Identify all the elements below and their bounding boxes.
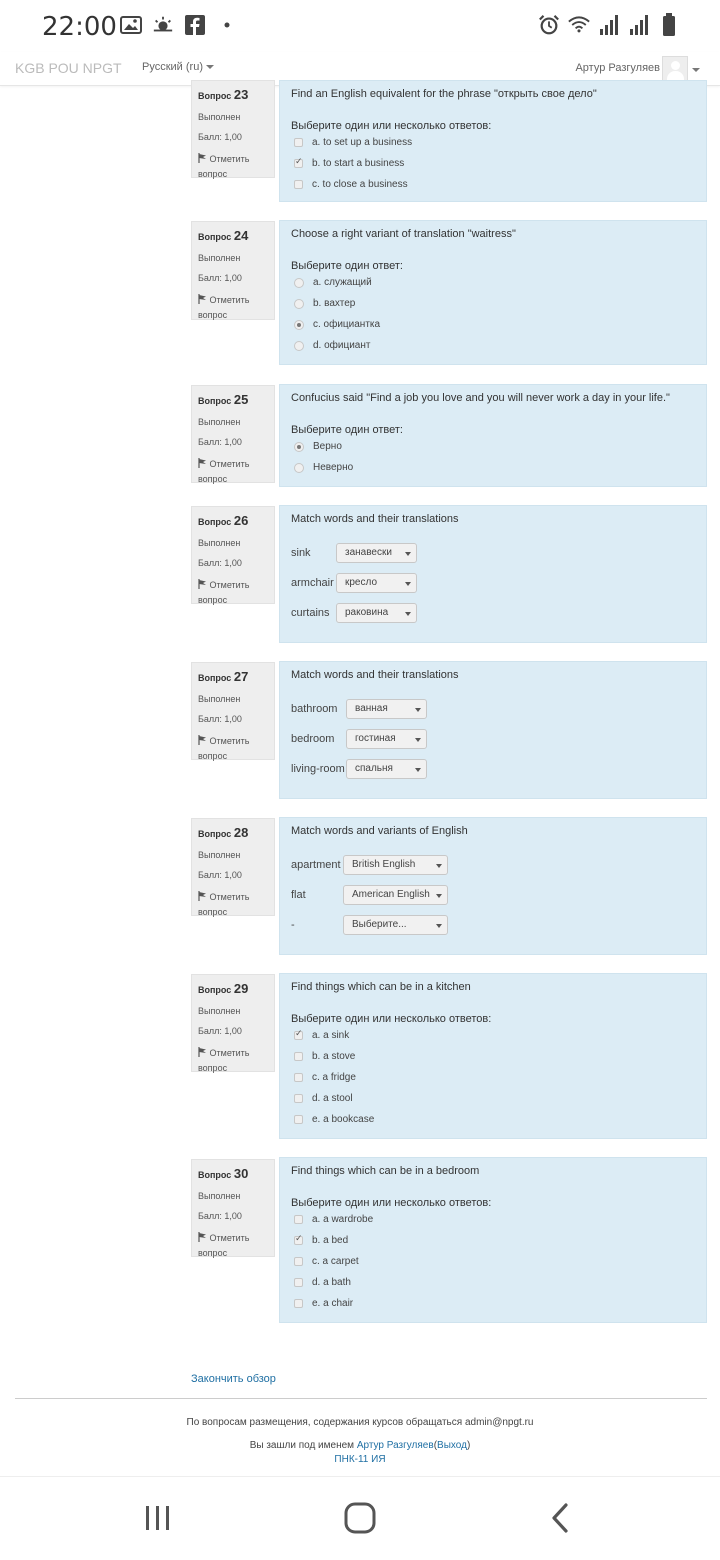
- checkbox[interactable]: [294, 1236, 303, 1245]
- answer-label: b. a stove: [312, 1051, 356, 1062]
- answer-option[interactable]: [291, 1272, 695, 1293]
- flag-icon: [198, 735, 207, 749]
- chevron-down-icon: [206, 65, 214, 69]
- flag-label: Отметить: [209, 736, 250, 746]
- question-content: [279, 661, 707, 799]
- answer-option[interactable]: [291, 1067, 695, 1088]
- checkbox[interactable]: [294, 180, 303, 189]
- logout-link[interactable]: Выход: [437, 1440, 467, 1451]
- radio-button[interactable]: [294, 442, 304, 452]
- match-select[interactable]: [336, 603, 417, 623]
- answer-label: b. вахтер: [313, 298, 356, 309]
- question-grade: Балл: 1,00: [198, 132, 242, 142]
- question-number-label: Вопрос: [198, 673, 232, 683]
- wifi-icon: [568, 14, 590, 36]
- answer-option[interactable]: [291, 436, 695, 457]
- answer-label: c. to close a business: [312, 179, 408, 190]
- checkbox[interactable]: [294, 1278, 303, 1287]
- flag-label: Отметить: [209, 1048, 250, 1058]
- match-select[interactable]: [343, 885, 448, 905]
- weather-icon: [152, 14, 174, 36]
- flag-label: Отметить: [209, 154, 250, 164]
- answer-label: c. a fridge: [312, 1072, 356, 1083]
- alarm-icon: [538, 14, 560, 36]
- checkbox[interactable]: [294, 1031, 303, 1040]
- question-grade: Балл: 1,00: [198, 273, 242, 283]
- radio-button[interactable]: [294, 320, 304, 330]
- question-number-label: Вопрос: [198, 396, 232, 406]
- question-info: [191, 506, 275, 604]
- question-prompt: Выберите один ответ:: [291, 424, 403, 436]
- question-number: 24: [233, 228, 249, 243]
- question-content: [279, 80, 707, 202]
- answer-option[interactable]: [291, 1109, 695, 1130]
- question-info: [191, 80, 275, 178]
- match-select[interactable]: [336, 543, 417, 563]
- answer-option[interactable]: [291, 132, 695, 153]
- select-value: спальня: [355, 763, 393, 774]
- recents-icon[interactable]: [143, 1503, 173, 1538]
- question-number: 25: [233, 392, 249, 407]
- chevron-down-icon: [436, 894, 442, 898]
- answer-option[interactable]: [291, 1251, 695, 1272]
- match-term: bathroom: [291, 703, 338, 715]
- status-time: 22:00: [42, 12, 117, 42]
- match-row: [291, 724, 695, 754]
- select-value: гостиная: [355, 733, 396, 744]
- question-text: Find an English equivalent for the phrase "открыть свое дело": [291, 88, 597, 100]
- checkbox[interactable]: [294, 159, 303, 168]
- question-info: [191, 1159, 275, 1257]
- question-number: 23: [233, 87, 249, 102]
- select-value: раковина: [345, 607, 389, 618]
- footer-divider: [15, 1398, 707, 1399]
- match-row: [291, 694, 695, 724]
- question-number-label: Вопрос: [198, 1170, 232, 1180]
- chevron-down-icon: [436, 864, 442, 868]
- question-number: 27: [233, 669, 249, 684]
- checkbox[interactable]: [294, 1215, 303, 1224]
- flag-label-2: вопрос: [198, 594, 228, 605]
- flag-question-link[interactable]: [198, 152, 268, 181]
- answer-option[interactable]: [291, 153, 695, 174]
- question-grade: Балл: 1,00: [198, 1211, 242, 1221]
- checkbox[interactable]: [294, 1299, 303, 1308]
- flag-label: Отметить: [209, 459, 250, 469]
- site-brand[interactable]: KGB POU NPGT: [15, 60, 122, 76]
- chevron-down-icon: [405, 552, 411, 556]
- question-number-label: Вопрос: [198, 517, 232, 527]
- answer-label: b. a bed: [312, 1235, 349, 1246]
- match-term: bedroom: [291, 733, 335, 745]
- dot-icon: [216, 14, 238, 36]
- flag-question-link[interactable]: [198, 578, 268, 607]
- radio-button[interactable]: [294, 463, 304, 473]
- question-grade: Балл: 1,00: [198, 870, 242, 880]
- select-value: ванная: [355, 703, 388, 714]
- question-content: [279, 505, 707, 643]
- match-row: [291, 568, 695, 598]
- question-text: Find things which can be in a bedroom: [291, 1165, 480, 1177]
- question-content: [279, 817, 707, 955]
- checkbox[interactable]: [294, 1257, 303, 1266]
- answer-option[interactable]: [291, 174, 695, 195]
- match-term: curtains: [291, 607, 330, 619]
- answer-label: c. a carpet: [312, 1256, 359, 1267]
- flag-label: Отметить: [209, 892, 250, 902]
- flag-label-2: вопрос: [198, 750, 228, 761]
- question-text: Match words and variants of English: [291, 825, 468, 837]
- flag-icon: [198, 153, 207, 167]
- course-link[interactable]: ПНК-11 ИЯ: [334, 1454, 386, 1465]
- avatar[interactable]: [662, 56, 688, 82]
- question-text: Match words and their translations: [291, 513, 459, 525]
- question-state: Выполнен: [198, 538, 241, 548]
- answer-label: b. to start a business: [312, 158, 405, 169]
- question-grade: Балл: 1,00: [198, 558, 242, 568]
- question-state: Выполнен: [198, 694, 241, 704]
- match-select[interactable]: [343, 855, 448, 875]
- question-info: [191, 385, 275, 483]
- question-text: Match words and their translations: [291, 669, 459, 681]
- question-prompt: Выберите один ответ:: [291, 260, 403, 272]
- answer-label: d. a bath: [312, 1277, 351, 1288]
- answer-option[interactable]: [291, 1025, 695, 1046]
- answer-label: a. служащий: [313, 277, 372, 288]
- question-number-label: Вопрос: [198, 985, 232, 995]
- flag-question-link[interactable]: [198, 457, 268, 486]
- question-info: [191, 221, 275, 320]
- footer-login-info: [0, 1440, 720, 1451]
- select-value: British English: [352, 859, 416, 870]
- back-icon[interactable]: [548, 1501, 574, 1540]
- answer-label: d. a stool: [312, 1093, 353, 1104]
- logged-in-prefix: Вы зашли под именем: [249, 1440, 355, 1451]
- question-info: [191, 974, 275, 1072]
- question-text: Choose a right variant of translation "waitress": [291, 228, 516, 240]
- logout-paren-open: (: [433, 1440, 438, 1451]
- answer-option[interactable]: [291, 1088, 695, 1109]
- answer-option[interactable]: [291, 1230, 695, 1251]
- answer-option[interactable]: [291, 335, 695, 356]
- match-row: [291, 880, 695, 910]
- answer-label: e. a bookcase: [312, 1114, 375, 1125]
- question-prompt: Выберите один или несколько ответов:: [291, 120, 492, 132]
- language-menu[interactable]: [142, 61, 214, 73]
- facebook-icon: [184, 14, 206, 36]
- radio-button[interactable]: [294, 299, 304, 309]
- question-content: [279, 1157, 707, 1323]
- question-number: 28: [233, 825, 249, 840]
- flag-label-2: вопрос: [198, 168, 228, 179]
- user-profile-link[interactable]: Артур Разгуляев: [356, 1440, 434, 1451]
- flag-label: Отметить: [209, 1233, 250, 1243]
- finish-review-link[interactable]: Закончить обзор: [191, 1373, 276, 1385]
- question-info: [191, 662, 275, 760]
- match-term: -: [291, 919, 295, 931]
- answer-label: a. to set up a business: [312, 137, 413, 148]
- battery-icon: [658, 14, 680, 36]
- answer-option[interactable]: [291, 272, 695, 293]
- checkbox[interactable]: [294, 1094, 303, 1103]
- flag-icon: [198, 1047, 207, 1061]
- flag-icon: [198, 458, 207, 472]
- match-term: flat: [291, 889, 306, 901]
- radio-button[interactable]: [294, 278, 304, 288]
- match-select[interactable]: [343, 915, 448, 935]
- status-bar: [0, 0, 720, 52]
- question-prompt: Выберите один или несколько ответов:: [291, 1197, 492, 1209]
- answer-label: Верно: [313, 441, 342, 452]
- match-select[interactable]: [336, 573, 417, 593]
- home-icon[interactable]: [343, 1501, 377, 1540]
- match-row: [291, 538, 695, 568]
- flag-label-2: вопрос: [198, 473, 228, 484]
- match-select[interactable]: [346, 759, 427, 779]
- checkbox[interactable]: [294, 1052, 303, 1061]
- answer-label: d. официант: [313, 340, 371, 351]
- signal-icon: [628, 14, 650, 36]
- chevron-down-icon: [415, 738, 421, 742]
- flag-label-2: вопрос: [198, 1062, 228, 1073]
- answer-option[interactable]: [291, 293, 695, 314]
- match-term: apartment: [291, 859, 341, 871]
- match-row: [291, 598, 695, 628]
- question-prompt: Выберите один или несколько ответов:: [291, 1013, 492, 1025]
- select-value: занавески: [345, 547, 392, 558]
- flag-label-2: вопрос: [198, 1247, 228, 1258]
- question-number-label: Вопрос: [198, 829, 232, 839]
- answer-option[interactable]: [291, 457, 695, 478]
- chevron-down-icon: [415, 708, 421, 712]
- signal-icon: [598, 14, 620, 36]
- question-content: [279, 220, 707, 365]
- question-content: [279, 384, 707, 487]
- question-info: [191, 818, 275, 916]
- checkbox[interactable]: [294, 1073, 303, 1082]
- answer-option[interactable]: [291, 1293, 695, 1314]
- flag-icon: [198, 1232, 207, 1246]
- flag-label: Отметить: [209, 580, 250, 590]
- checkbox[interactable]: [294, 1115, 303, 1124]
- footer-course: [0, 1454, 720, 1465]
- chevron-down-icon: [405, 612, 411, 616]
- match-row: [291, 910, 695, 940]
- question-state: Выполнен: [198, 112, 241, 122]
- question-grade: Балл: 1,00: [198, 714, 242, 724]
- answer-label: e. a chair: [312, 1298, 354, 1309]
- answer-option[interactable]: [291, 1209, 695, 1230]
- answer-option[interactable]: [291, 314, 695, 335]
- language-label: Русский (ru): [142, 61, 203, 73]
- flag-label: Отметить: [209, 295, 250, 305]
- match-term: living-room: [291, 763, 345, 775]
- question-content: [279, 973, 707, 1139]
- match-select[interactable]: [346, 729, 427, 749]
- question-state: Выполнен: [198, 1006, 241, 1016]
- select-value: кресло: [345, 577, 378, 588]
- answer-label: a. a wardrobe: [312, 1214, 374, 1225]
- question-state: Выполнен: [198, 850, 241, 860]
- checkbox[interactable]: [294, 138, 303, 147]
- question-number-label: Вопрос: [198, 91, 232, 101]
- android-nav-bar: [0, 1476, 720, 1560]
- answer-label: a. a sink: [312, 1030, 350, 1041]
- question-text: Find things which can be in a kitchen: [291, 981, 471, 993]
- flag-icon: [198, 294, 207, 308]
- image-icon: [120, 14, 142, 36]
- flag-question-link[interactable]: [198, 734, 268, 763]
- chevron-down-icon: [436, 924, 442, 928]
- question-grade: Балл: 1,00: [198, 437, 242, 447]
- question-grade: Балл: 1,00: [198, 1026, 242, 1036]
- flag-question-link[interactable]: [198, 1046, 268, 1075]
- answer-label: c. официантка: [313, 319, 381, 330]
- flag-question-link[interactable]: [198, 890, 268, 919]
- radio-button[interactable]: [294, 341, 304, 351]
- answer-option[interactable]: [291, 1046, 695, 1067]
- select-value: American English: [352, 889, 430, 900]
- match-term: sink: [291, 547, 311, 559]
- chevron-down-icon[interactable]: [692, 68, 700, 72]
- flag-question-link[interactable]: [198, 1231, 268, 1260]
- question-state: Выполнен: [198, 1191, 241, 1201]
- match-term: armchair: [291, 577, 334, 589]
- question-number: 26: [233, 513, 249, 528]
- match-row: [291, 754, 695, 784]
- logout-paren-close: ): [466, 1440, 471, 1451]
- question-number-label: Вопрос: [198, 232, 232, 242]
- flag-icon: [198, 891, 207, 905]
- flag-question-link[interactable]: [198, 293, 268, 322]
- answer-label: Неверно: [313, 462, 354, 473]
- question-number: 30: [233, 1166, 249, 1181]
- question-number: 29: [233, 981, 249, 996]
- question-state: Выполнен: [198, 253, 241, 263]
- match-row: [291, 850, 695, 880]
- question-text: Confucius said "Find a job you love and you will never work a day in your life.": [291, 392, 670, 404]
- user-menu-name[interactable]: Артур Разгуляев: [575, 62, 660, 74]
- footer-contact: По вопросам размещения, содержания курсов обращаться admin@npgt.ru: [186, 1417, 534, 1428]
- match-select[interactable]: [346, 699, 427, 719]
- select-value: Выберите...: [352, 919, 407, 930]
- flag-label-2: вопрос: [198, 906, 228, 917]
- flag-label-2: вопрос: [198, 309, 228, 320]
- chevron-down-icon: [405, 582, 411, 586]
- question-state: Выполнен: [198, 417, 241, 427]
- flag-icon: [198, 579, 207, 593]
- chevron-down-icon: [415, 768, 421, 772]
